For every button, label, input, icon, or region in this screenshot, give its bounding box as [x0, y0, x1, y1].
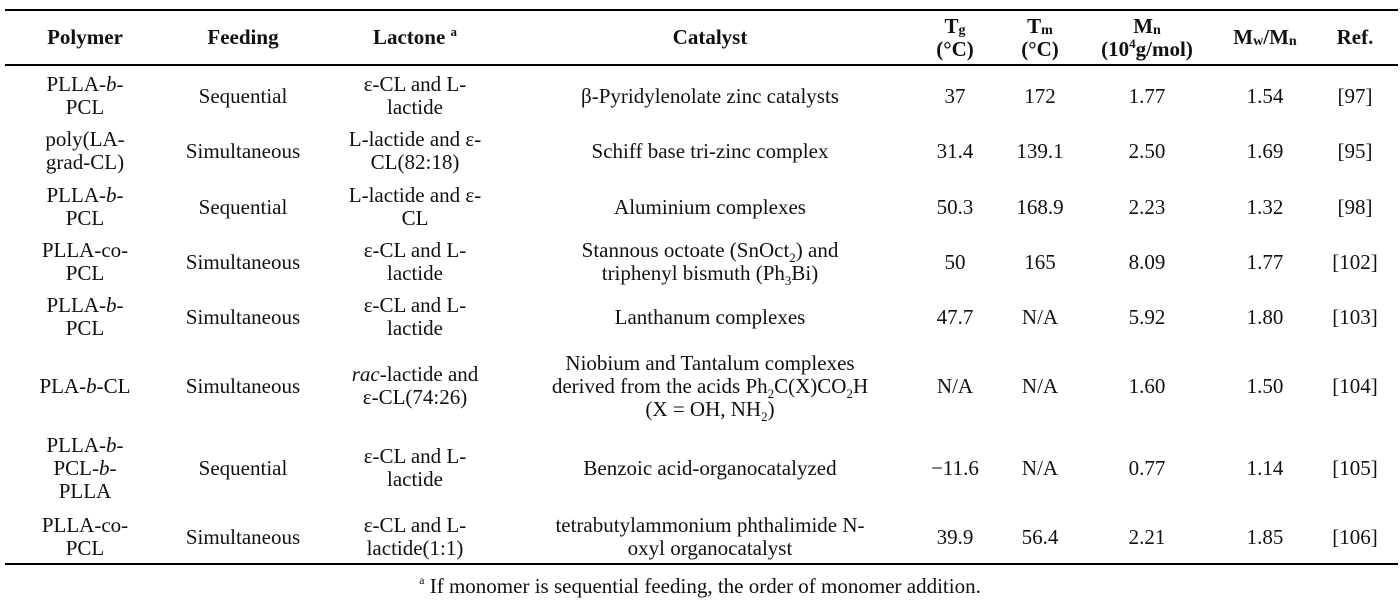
ref-value: [95]: [1337, 138, 1373, 163]
polymer-text: poly(LA-: [45, 127, 125, 151]
header-tm: [1005, 11, 1075, 64]
header-mw-subscript: w: [1253, 34, 1264, 49]
polymer-text: PLLA-: [46, 72, 106, 96]
cell-tg: [920, 183, 990, 231]
polymer-text: PCL: [65, 316, 105, 340]
header-mn-denominator: /M: [1263, 25, 1289, 49]
cell-tm: [1005, 183, 1075, 231]
dispersity-value: 1.85: [1246, 524, 1284, 549]
cell-lactone: [325, 430, 505, 506]
dispersity-value: 1.80: [1246, 304, 1284, 329]
cell-polymer: [15, 127, 155, 175]
lactone-text: ε-CL and L-: [363, 444, 467, 468]
header-polymer-label: Polymer: [47, 25, 123, 49]
cell-feeding: [170, 430, 316, 506]
ref-value: [98]: [1337, 194, 1373, 219]
catalyst-text: tetrabutylammonium phthalimide N-: [555, 513, 865, 537]
tm-value: 56.4: [1021, 524, 1059, 549]
header-feeding-label: Feeding: [207, 25, 279, 49]
cell-mn: [1085, 72, 1209, 120]
cell-polymer: [15, 346, 155, 426]
lactone-text: ε-CL and L-: [363, 72, 467, 96]
feeding-text: Sequential: [198, 455, 288, 480]
polymer-text: -: [116, 183, 124, 207]
cell-feeding: [170, 127, 316, 175]
lactone-text: lactide: [387, 316, 443, 340]
cell-feeding: [170, 72, 316, 120]
mn-value: 2.21: [1128, 524, 1166, 549]
cell-dispersity: [1220, 293, 1310, 341]
ref-value: [102]: [1332, 249, 1378, 274]
cell-ref: [1320, 346, 1390, 426]
mn-value: 2.50: [1128, 138, 1166, 163]
lactone-text: ε-CL and L-: [363, 238, 467, 262]
tg-value: −11.6: [931, 455, 979, 480]
feeding-text: Sequential: [198, 83, 288, 108]
cell-lactone: [325, 72, 505, 120]
cell-ref: [1320, 513, 1390, 561]
header-tg-symbol: T: [944, 13, 959, 38]
header-polymer: [15, 11, 155, 64]
cell-dispersity: [1220, 346, 1310, 426]
cell-polymer: [15, 513, 155, 561]
header-ref: [1320, 11, 1390, 64]
polymer-text: PLLA-co-: [41, 238, 129, 262]
polymer-text: PCL: [65, 536, 105, 560]
mn-value: 2.23: [1128, 194, 1166, 219]
cell-catalyst: [520, 346, 900, 426]
header-tg: [920, 11, 990, 64]
header-catalyst-label: Catalyst: [672, 25, 748, 49]
cell-ref: [1320, 127, 1390, 175]
dispersity-value: 1.77: [1246, 249, 1284, 274]
header-tm-subscript: m: [1041, 22, 1053, 38]
header-ref-label: Ref.: [1336, 25, 1374, 49]
cell-tg: [920, 430, 990, 506]
polymer-text: PLLA-co-: [41, 513, 129, 537]
table-bottom-rule: [5, 563, 1398, 565]
polymer-text: PLA-: [39, 373, 87, 398]
cell-tg: [920, 346, 990, 426]
cell-mn: [1085, 183, 1209, 231]
polymer-text: PLLA-: [46, 432, 106, 457]
polymer-text: PLLA: [58, 478, 112, 503]
cell-ref: [1320, 72, 1390, 120]
header-mn-unit-suffix: g/mol): [1135, 36, 1193, 61]
header-mw-symbol: M: [1233, 25, 1254, 49]
cell-catalyst: [520, 127, 900, 175]
tg-value: N/A: [936, 373, 974, 398]
feeding-text: Simultaneous: [185, 138, 301, 163]
catalyst-text: Bi): [791, 261, 819, 285]
cell-ref: [1320, 238, 1390, 286]
tg-value: 47.7: [936, 304, 974, 329]
footnote-mark: a: [419, 573, 425, 587]
header-mn-unit-exponent: 4: [1129, 35, 1136, 51]
catalyst-text: (X = OH, NH: [645, 396, 762, 421]
catalyst-text: C(X)CO: [774, 373, 847, 398]
tg-value: 50: [944, 249, 966, 274]
cell-tg: [920, 513, 990, 561]
cell-mn: [1085, 293, 1209, 341]
lactone-text: ε-CL(74:26): [362, 385, 468, 409]
tg-value: 37: [944, 83, 966, 108]
cell-dispersity: [1220, 72, 1310, 120]
ref-value: [106]: [1332, 524, 1378, 549]
header-lactone-label: Lactone: [372, 25, 446, 49]
ref-value: [104]: [1332, 373, 1378, 398]
feeding-text: Simultaneous: [185, 249, 301, 274]
cell-dispersity: [1220, 430, 1310, 506]
mn-value: 0.77: [1128, 455, 1166, 480]
polymer-text: -CL: [96, 373, 131, 398]
catalyst-text: Lanthanum complexes: [614, 304, 806, 329]
catalyst-subscript: 2: [761, 408, 768, 424]
lactone-text: -lactide and: [379, 362, 479, 386]
mn-value: 1.60: [1128, 373, 1166, 398]
feeding-text: Simultaneous: [185, 304, 301, 329]
cell-feeding: [170, 293, 316, 341]
lactone-text: lactide: [387, 95, 443, 119]
catalyst-text: derived from the acids Ph: [551, 373, 768, 398]
cell-tg: [920, 72, 990, 120]
cell-ref: [1320, 183, 1390, 231]
catalyst-text: Benzoic acid-organocatalyzed: [583, 455, 837, 480]
cell-feeding: [170, 238, 316, 286]
polymer-text: PCL: [65, 261, 105, 285]
dispersity-value: 1.32: [1246, 194, 1284, 219]
catalyst-text: Aluminium complexes: [614, 194, 806, 219]
tm-value: 172: [1024, 83, 1056, 108]
lactone-text: L-lactide and ε-: [348, 127, 482, 151]
tg-value: 31.4: [936, 138, 974, 163]
ref-value: [103]: [1332, 304, 1378, 329]
lactone-text: CL(82:18): [370, 150, 460, 174]
feeding-text: Simultaneous: [185, 524, 301, 549]
cell-mn: [1085, 346, 1209, 426]
lactone-italic: rac: [351, 362, 380, 386]
mn-value: 1.77: [1128, 83, 1166, 108]
tg-value: 50.3: [936, 194, 974, 219]
polymer-italic: b: [106, 293, 117, 317]
dispersity-value: 1.14: [1246, 455, 1284, 480]
polymer-text: grad-CL): [45, 150, 125, 174]
header-mn: [1085, 11, 1209, 64]
catalyst-subscript: 2: [789, 250, 796, 266]
cell-catalyst: [520, 72, 900, 120]
tm-value: N/A: [1021, 304, 1059, 329]
cell-tg: [920, 127, 990, 175]
cell-tm: [1005, 346, 1075, 426]
catalyst-text: Schiff base tri-zinc complex: [591, 138, 829, 163]
polymer-italic: b: [106, 432, 117, 457]
cell-catalyst: [520, 183, 900, 231]
catalyst-text: Stannous octoate (SnOct: [581, 238, 790, 262]
cell-polymer: [15, 238, 155, 286]
cell-tg: [920, 293, 990, 341]
tm-value: 165: [1024, 249, 1056, 274]
cell-polymer: [15, 183, 155, 231]
header-mn-symbol: M: [1133, 13, 1154, 38]
cell-mn: [1085, 127, 1209, 175]
polymer-text: PLLA-: [46, 183, 106, 207]
polymer-italic: b: [106, 72, 117, 96]
catalyst-text: ): [767, 396, 775, 421]
cell-ref: [1320, 293, 1390, 341]
header-lactone: [325, 11, 505, 64]
cell-polymer: [15, 72, 155, 120]
cell-feeding: [170, 513, 316, 561]
cell-lactone: [325, 183, 505, 231]
cell-tm: [1005, 513, 1075, 561]
tm-value: N/A: [1021, 455, 1059, 480]
dispersity-value: 1.54: [1246, 83, 1284, 108]
cell-lactone: [325, 293, 505, 341]
dispersity-value: 1.50: [1246, 373, 1284, 398]
lactone-text: ε-CL and L-: [363, 293, 467, 317]
catalyst-text: oxyl organocatalyst: [627, 536, 793, 560]
footnote-text: If monomer is sequential feeding, the order of monomer addition.: [424, 574, 981, 598]
feeding-text: Sequential: [198, 194, 288, 219]
catalyst-text: H: [852, 373, 869, 398]
tm-value: N/A: [1021, 373, 1059, 398]
polymer-italic: b: [99, 455, 110, 480]
cell-tm: [1005, 127, 1075, 175]
cell-feeding: [170, 346, 316, 426]
cell-dispersity: [1220, 183, 1310, 231]
header-tm-symbol: T: [1027, 13, 1042, 38]
catalyst-subscript: 3: [784, 273, 792, 289]
cell-feeding: [170, 183, 316, 231]
cell-catalyst: [520, 430, 900, 506]
cell-tm: [1005, 430, 1075, 506]
header-lactone-footnote-mark: a: [450, 24, 458, 39]
header-feeding: [170, 11, 316, 64]
catalyst-subscript: 2: [846, 385, 853, 401]
cell-ref: [1320, 430, 1390, 506]
cell-mn: [1085, 513, 1209, 561]
cell-lactone: [325, 238, 505, 286]
cell-dispersity: [1220, 513, 1310, 561]
polymer-italic: b: [106, 183, 117, 207]
catalyst-text: β-Pyridylenolate zinc catalysts: [581, 83, 839, 108]
catalyst-text: Niobium and Tantalum complexes: [565, 350, 855, 375]
ref-value: [105]: [1332, 455, 1378, 480]
header-mn-denominator-subscript: n: [1288, 34, 1297, 49]
header-mn-unit-prefix: (10: [1101, 36, 1130, 61]
catalyst-text: triphenyl bismuth (Ph: [601, 261, 785, 285]
cell-mn: [1085, 430, 1209, 506]
lactone-text: L-lactide and ε-: [348, 183, 482, 207]
cell-tm: [1005, 293, 1075, 341]
cell-catalyst: [520, 293, 900, 341]
tm-value: 168.9: [1016, 194, 1064, 219]
polymer-text: PCL: [65, 206, 105, 230]
cell-polymer: [15, 293, 155, 341]
header-tg-subscript: g: [958, 22, 966, 38]
catalyst-subscript: 2: [767, 385, 775, 401]
tg-value: 39.9: [936, 524, 974, 549]
dispersity-value: 1.69: [1246, 138, 1284, 163]
cell-polymer: [15, 430, 155, 506]
cell-lactone: [325, 513, 505, 561]
polymer-text: PCL-: [53, 455, 99, 480]
lactone-text: lactide(1:1): [366, 536, 464, 560]
polymer-italic: b: [86, 373, 97, 398]
header-dispersity: [1220, 11, 1310, 64]
polymer-text: -: [116, 293, 124, 317]
lactone-text: CL: [401, 206, 429, 230]
cell-lactone: [325, 346, 505, 426]
lactone-text: lactide: [387, 261, 443, 285]
table-header-rule: [5, 64, 1398, 66]
polymer-text: -: [109, 455, 117, 480]
lactone-text: ε-CL and L-: [363, 513, 467, 537]
cell-tm: [1005, 238, 1075, 286]
cell-tg: [920, 238, 990, 286]
lactone-text: lactide: [387, 467, 443, 491]
catalyst-text: ) and: [795, 238, 839, 262]
mn-value: 8.09: [1128, 249, 1166, 274]
header-tm-unit: (°C): [1021, 36, 1059, 61]
cell-catalyst: [520, 513, 900, 561]
cell-dispersity: [1220, 238, 1310, 286]
header-mn-subscript: n: [1153, 22, 1161, 38]
table-footnote: [0, 574, 1400, 598]
ref-value: [97]: [1337, 83, 1373, 108]
polymer-text: PCL: [65, 95, 105, 119]
tm-value: 139.1: [1016, 138, 1064, 163]
cell-lactone: [325, 127, 505, 175]
mn-value: 5.92: [1128, 304, 1166, 329]
header-catalyst: [520, 11, 900, 64]
cell-catalyst: [520, 238, 900, 289]
polymer-text: -: [116, 72, 124, 96]
cell-tm: [1005, 72, 1075, 120]
cell-mn: [1085, 238, 1209, 286]
header-tg-unit: (°C): [936, 36, 974, 61]
polymer-text: PLLA-: [46, 293, 106, 317]
cell-dispersity: [1220, 127, 1310, 175]
polymer-text: -: [116, 432, 124, 457]
feeding-text: Simultaneous: [185, 373, 301, 398]
